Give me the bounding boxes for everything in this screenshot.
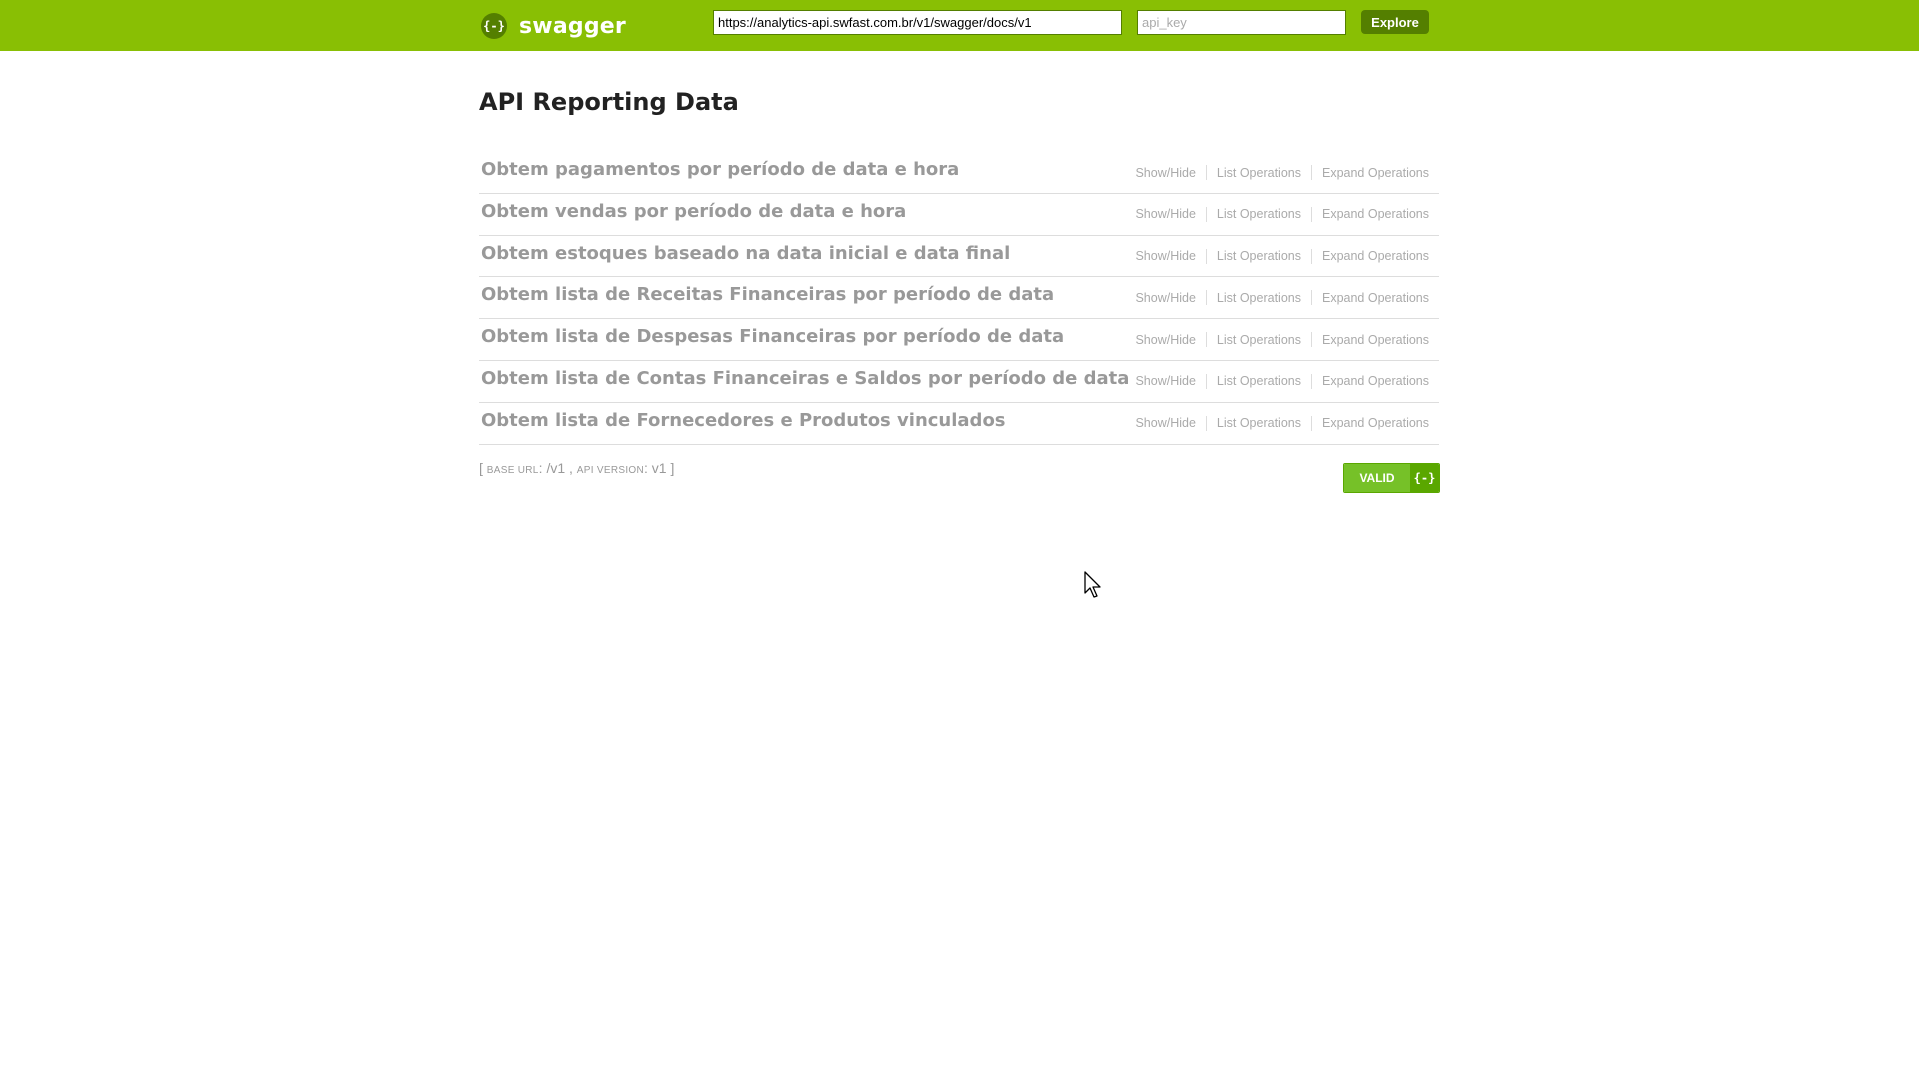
validator-badge[interactable] — [1343, 463, 1440, 493]
explore-button[interactable]: Explore — [1361, 10, 1429, 34]
show-hide-link[interactable]: Show/Hide — [1135, 290, 1196, 305]
list-operations-link[interactable]: List Operations — [1216, 416, 1301, 431]
base-url-label: BASE URL — [486, 465, 539, 476]
expand-operations-link[interactable]: Expand Operations — [1321, 165, 1429, 180]
expand-operations-link[interactable]: Expand Operations — [1321, 249, 1429, 264]
list-operations-link[interactable]: List Operations — [1216, 165, 1301, 180]
top-bar — [0, 0, 1919, 51]
open-bracket: [ — [479, 460, 483, 476]
api-version-label: API VERSION — [576, 465, 645, 476]
api-version-value: v1 — [651, 460, 667, 476]
resource-title[interactable]: Obtem pagamentos por período de data e hora — [481, 159, 960, 180]
option-divider — [1206, 207, 1207, 222]
resource-row — [479, 236, 1439, 278]
resource-title[interactable]: Obtem lista de Fornecedores e Produtos vinculados — [481, 409, 1006, 431]
base-url-value: /v1 — [546, 460, 566, 476]
api-key-input[interactable] — [1137, 10, 1346, 35]
close-bracket: ] — [670, 460, 675, 476]
resource-options — [1135, 165, 1429, 180]
validator-label: VALID — [1344, 464, 1410, 492]
api-info-footer — [479, 460, 674, 476]
page-title: API Reporting Data — [479, 88, 739, 116]
resource-title[interactable]: Obtem vendas por período de data e hora — [481, 200, 907, 222]
option-divider — [1311, 374, 1312, 389]
list-operations-link[interactable]: List Operations — [1216, 290, 1301, 305]
resource-row — [479, 403, 1439, 445]
resource-row — [479, 152, 1439, 194]
mouse-cursor-icon — [1084, 571, 1104, 599]
option-divider — [1311, 290, 1312, 305]
swagger-braces-icon: {-} — [1410, 464, 1439, 492]
resource-title[interactable]: Obtem estoques baseado na data inicial e data final — [481, 242, 1011, 264]
list-operations-link[interactable]: List Operations — [1216, 249, 1301, 264]
resource-options — [1135, 207, 1429, 222]
resource-options — [1135, 416, 1429, 431]
logo-text: swagger — [519, 13, 626, 39]
resource-options — [1135, 332, 1429, 347]
expand-operations-link[interactable]: Expand Operations — [1321, 290, 1429, 305]
option-divider — [1311, 249, 1312, 264]
show-hide-link[interactable]: Show/Hide — [1135, 207, 1196, 222]
resource-options — [1135, 249, 1429, 264]
list-operations-link[interactable]: List Operations — [1216, 374, 1301, 389]
show-hide-link[interactable]: Show/Hide — [1135, 165, 1196, 180]
base-url-input[interactable] — [713, 10, 1122, 35]
resource-list — [479, 152, 1439, 445]
option-divider — [1206, 416, 1207, 431]
swagger-braces-icon: {-} — [481, 13, 507, 39]
resource-title[interactable]: Obtem lista de Contas Financeiras e Saldos por período de data — [481, 367, 1130, 389]
colon: : — [644, 460, 652, 476]
expand-operations-link[interactable]: Expand Operations — [1321, 207, 1429, 222]
expand-operations-link[interactable]: Expand Operations — [1321, 416, 1429, 431]
list-operations-link[interactable]: List Operations — [1216, 207, 1301, 222]
list-operations-link[interactable]: List Operations — [1216, 332, 1301, 347]
resource-title[interactable]: Obtem lista de Despesas Financeiras por período de data — [481, 326, 1065, 348]
show-hide-link[interactable]: Show/Hide — [1135, 374, 1196, 389]
resource-row — [479, 277, 1439, 319]
separator: , — [569, 460, 573, 476]
option-divider — [1311, 165, 1312, 180]
option-divider — [1206, 374, 1207, 389]
show-hide-link[interactable]: Show/Hide — [1135, 416, 1196, 431]
resource-options — [1135, 290, 1429, 305]
option-divider — [1311, 332, 1312, 347]
show-hide-link[interactable]: Show/Hide — [1135, 332, 1196, 347]
option-divider — [1206, 290, 1207, 305]
expand-operations-link[interactable]: Expand Operations — [1321, 374, 1429, 389]
resource-title[interactable]: Obtem lista de Receitas Financeiras por período de data — [481, 284, 1055, 306]
resource-options — [1135, 374, 1429, 389]
option-divider — [1311, 416, 1312, 431]
swagger-logo[interactable] — [481, 13, 626, 39]
option-divider — [1206, 249, 1207, 264]
resource-row — [479, 319, 1439, 361]
resource-row — [479, 361, 1439, 403]
option-divider — [1206, 332, 1207, 347]
show-hide-link[interactable]: Show/Hide — [1135, 249, 1196, 264]
option-divider — [1311, 207, 1312, 222]
colon: : — [538, 460, 547, 476]
option-divider — [1206, 165, 1207, 180]
resource-row — [479, 194, 1439, 236]
expand-operations-link[interactable]: Expand Operations — [1321, 332, 1429, 347]
